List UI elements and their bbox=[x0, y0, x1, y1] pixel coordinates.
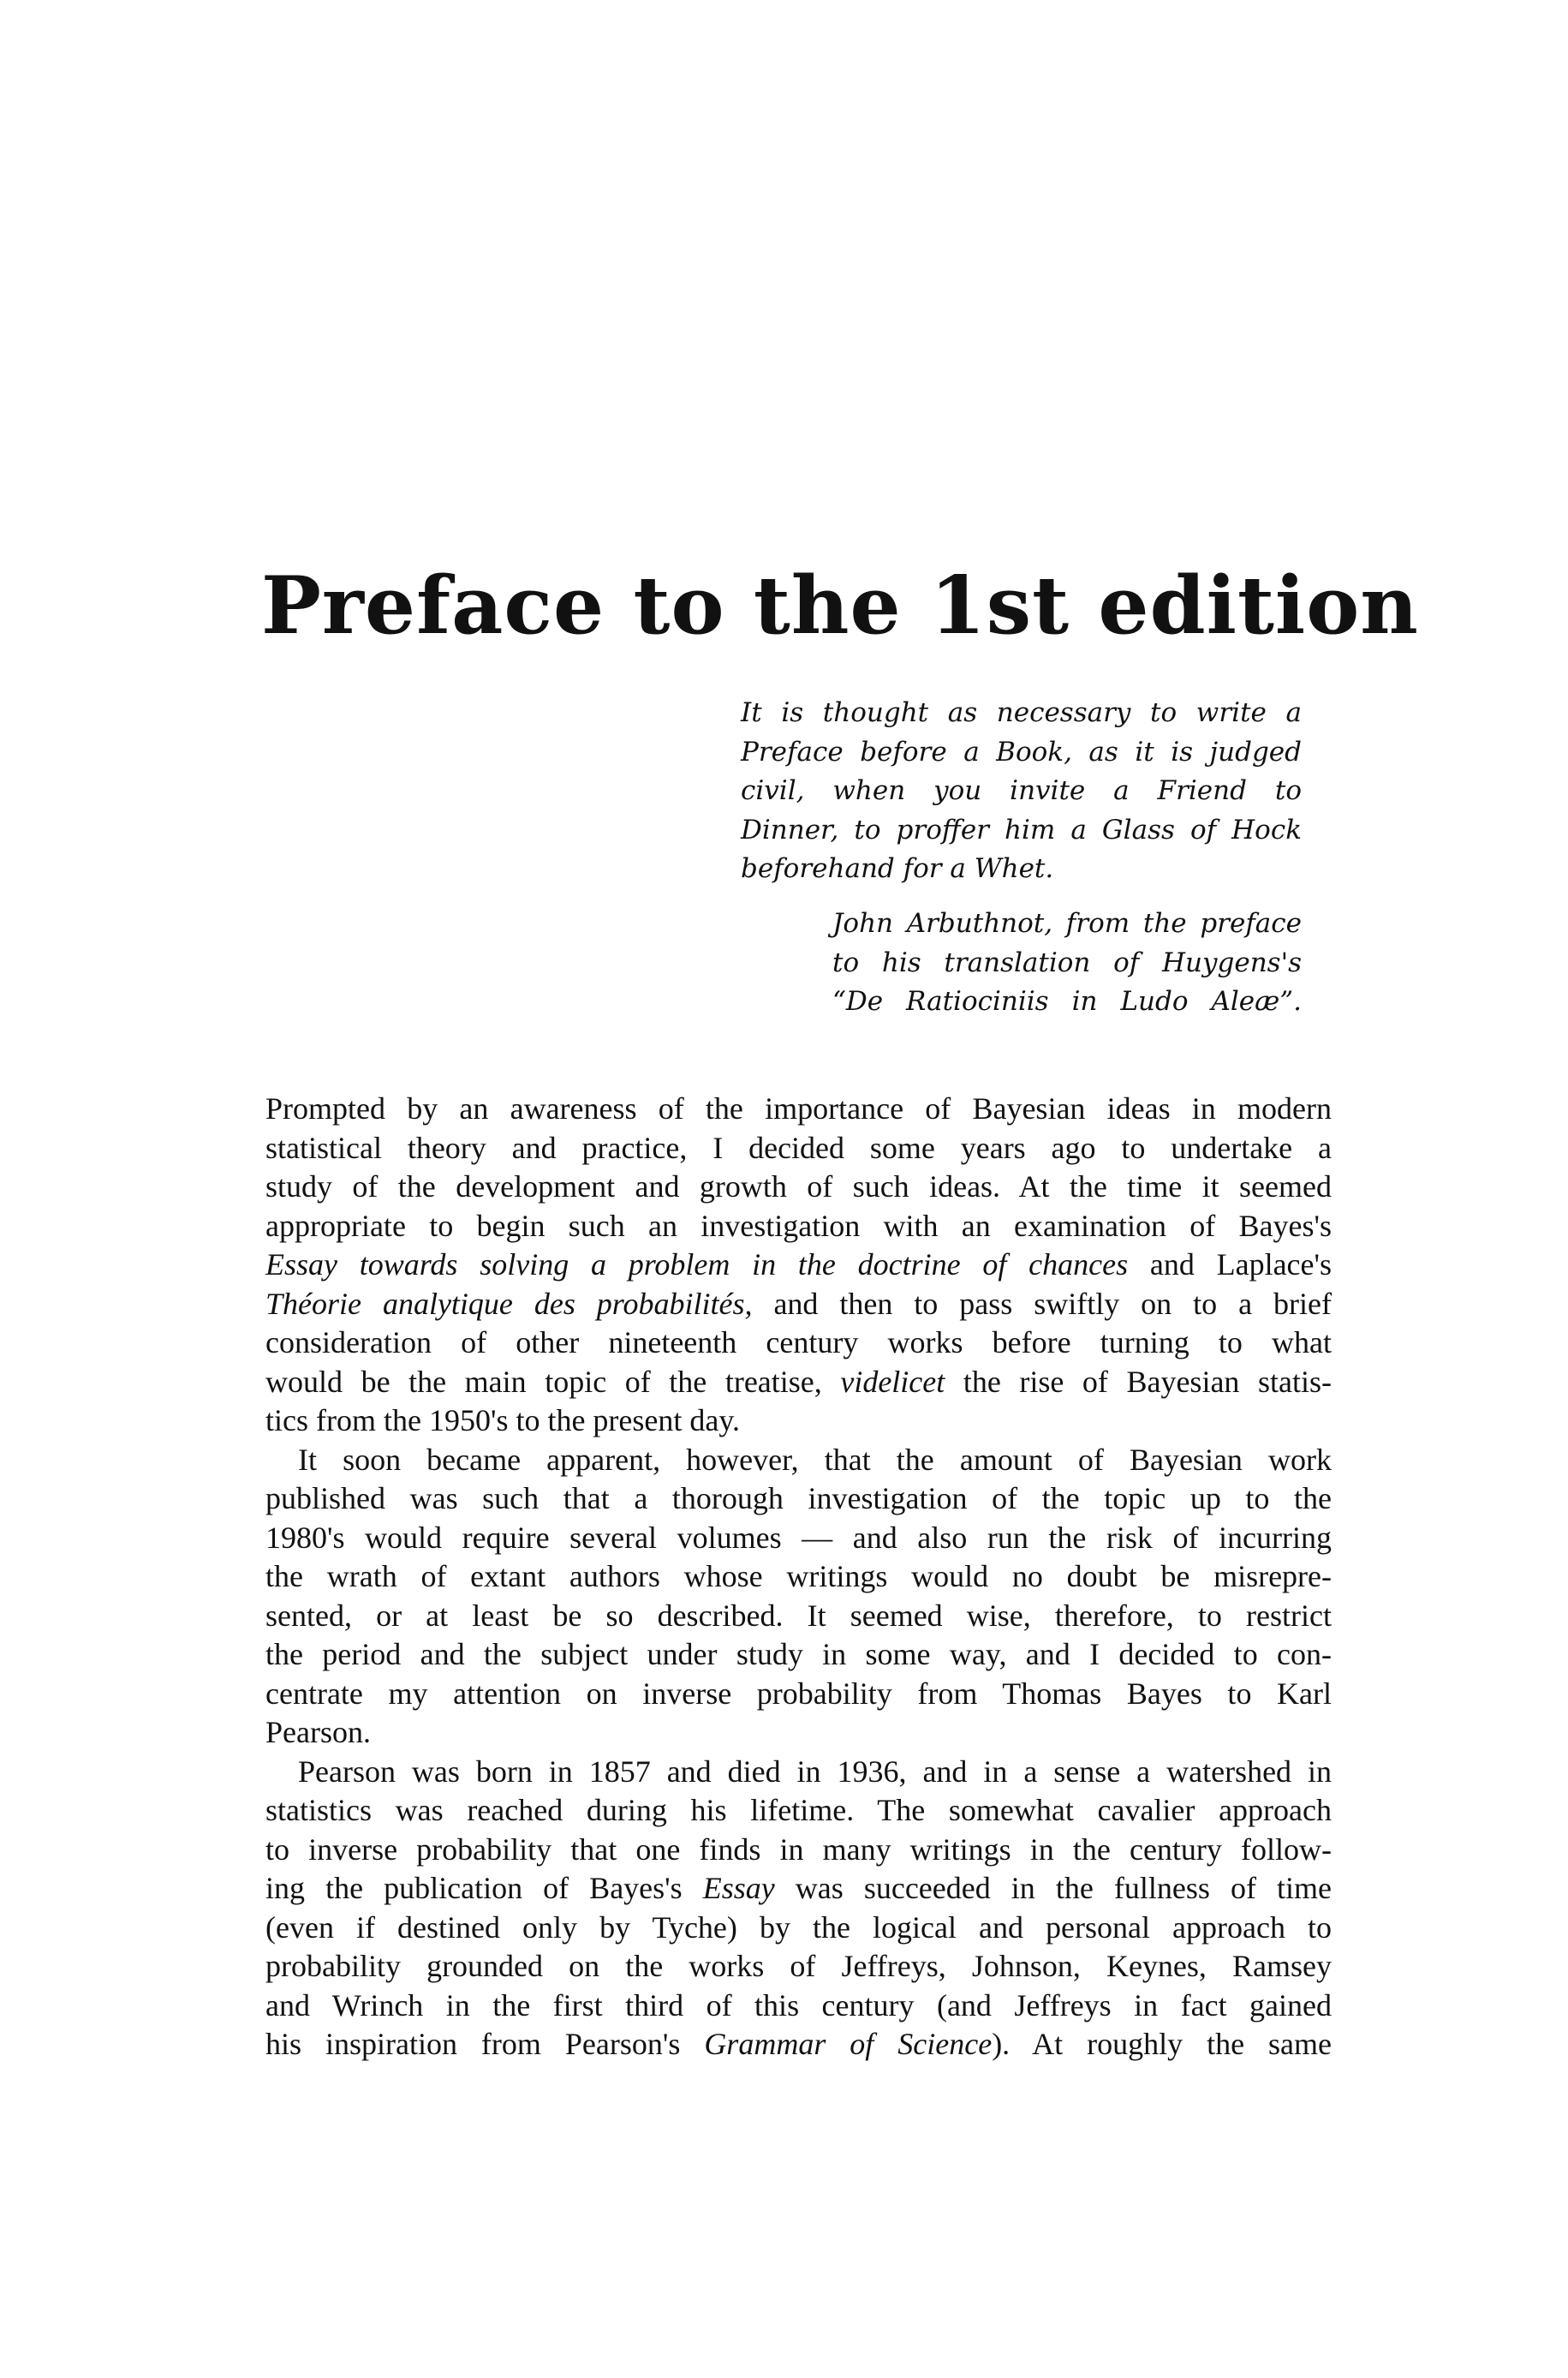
body-text-fragment: would be the main topic of the treatise, bbox=[265, 1364, 841, 1399]
emphasis-videlicet: videlicet bbox=[840, 1364, 945, 1399]
body-line: to inverse probability that one finds in many writings in the century follow- bbox=[265, 1831, 1332, 1867]
body-line: 1980's would require several volumes — and also run the risk of incurring bbox=[265, 1520, 1332, 1555]
body-text-fragment: and Laplace's bbox=[1128, 1247, 1332, 1282]
epigraph-line: It is thought as necessary to write a bbox=[741, 697, 1302, 728]
body-line bbox=[265, 1246, 1332, 1285]
body-line: (even if destined only by Tyche) by the logical and personal approach to bbox=[265, 1909, 1332, 1945]
body-line: Pearson. bbox=[265, 1715, 371, 1749]
body-line: centrate my attention on inverse probability from Thomas Bayes to Karl bbox=[265, 1676, 1332, 1711]
attribution-line: “De Ratiociniis in Ludo Aleæ”. bbox=[832, 986, 1302, 1017]
body-line: probability grounded on the works of Jeffreys, Johnson, Keynes, Ramsey bbox=[265, 1949, 1332, 1983]
book-title-theorie: Théorie analytique des probabilités, bbox=[265, 1286, 753, 1321]
epigraph-line: beforehand for a Whet. bbox=[741, 853, 1054, 884]
body-text-fragment: the rise of Bayesian statis- bbox=[945, 1364, 1332, 1399]
body-line: published was such that a thorough investigation of the topic up to the bbox=[265, 1481, 1332, 1515]
body-text-fragment: his inspiration from Pearson's bbox=[265, 2027, 705, 2061]
body-text-fragment: ). At roughly the same bbox=[992, 2027, 1332, 2061]
attribution-line: John Arbuthnot, from the preface bbox=[832, 908, 1302, 939]
body-line: the wrath of extant authors whose writings would no doubt be misrepre- bbox=[265, 1559, 1332, 1593]
body-line: tics from the 1950's to the present day. bbox=[265, 1403, 741, 1437]
epigraph-line: civil, when you invite a Friend to bbox=[741, 775, 1302, 806]
epigraph-line: Dinner, to proffer him a Glass of Hock bbox=[741, 814, 1302, 845]
body-text-fragment: was succeeded in the fullness of time bbox=[774, 1871, 1332, 1905]
body-line: statistical theory and practice, I decided some years ago to undertake a bbox=[265, 1130, 1332, 1165]
body-line: Pearson was born in 1857 and died in 1936, and in a sense a watershed in bbox=[298, 1754, 1332, 1789]
body-line: sented, or at least be so described. It seemed wise, therefore, to restrict bbox=[265, 1598, 1332, 1633]
body-line bbox=[265, 1285, 1332, 1324]
page-title: Preface to the 1st edition bbox=[261, 559, 1419, 652]
body-line: the period and the subject under study in some way, and I decided to con- bbox=[265, 1637, 1332, 1671]
attribution-line: to his translation of Huygens's bbox=[832, 947, 1302, 978]
body-line bbox=[265, 1363, 1332, 1402]
epigraph-quote bbox=[741, 694, 1302, 889]
book-title-essay: Essay towards solving a problem in the doctrine of chances bbox=[265, 1247, 1129, 1282]
body-line bbox=[265, 1869, 1332, 1909]
body-line: appropriate to begin such an investigation with an examination of Bayes's bbox=[265, 1208, 1332, 1243]
body-line bbox=[265, 2025, 1332, 2064]
preface-body bbox=[265, 1090, 1332, 2064]
body-text-fragment: and then to pass swiftly on to a brief bbox=[752, 1286, 1332, 1321]
book-title-essay: Essay bbox=[702, 1871, 775, 1905]
body-text-fragment: ing the publication of Bayes's bbox=[265, 1871, 703, 1905]
epigraph-attribution bbox=[832, 905, 1302, 1022]
body-line: consideration of other nineteenth century works before turning to what bbox=[265, 1325, 1332, 1359]
body-line: It soon became apparent, however, that the amount of Bayesian work bbox=[298, 1442, 1332, 1477]
body-line: statistics was reached during his lifetime. The somewhat cavalier approach bbox=[265, 1793, 1332, 1827]
body-line: and Wrinch in the first third of this century (and Jeffreys in fact gained bbox=[265, 1987, 1332, 2022]
epigraph-line: Preface before a Book, as it is judged bbox=[741, 736, 1302, 768]
body-line: study of the development and growth of such ideas. At the time it seemed bbox=[265, 1169, 1332, 1204]
body-line: Prompted by an awareness of the importance of Bayesian ideas in modern bbox=[265, 1091, 1332, 1126]
book-title-grammar: Grammar of Science bbox=[704, 2027, 993, 2061]
